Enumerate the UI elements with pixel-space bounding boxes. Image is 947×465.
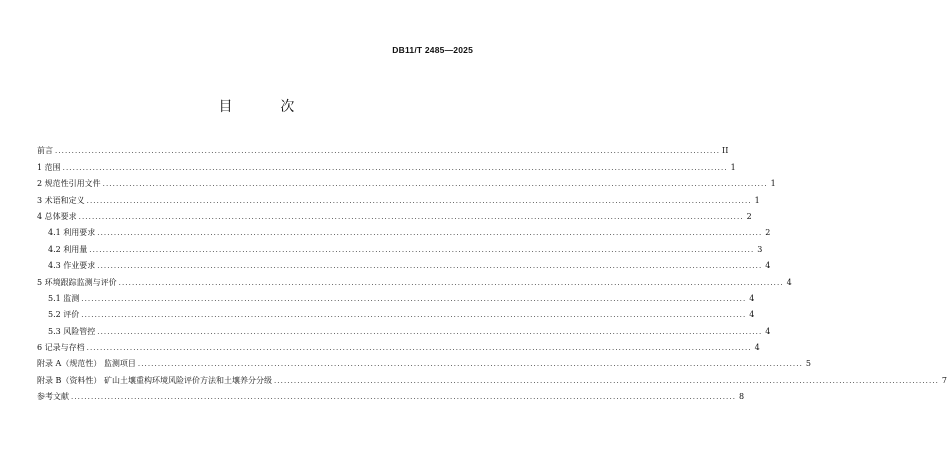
toc-entry-title: 5.1 监测: [48, 293, 80, 303]
dot-leader: ........................................................................................................................................................................................................: [81, 311, 747, 320]
dot-leader: ........................................................................................................................................................................................................: [86, 344, 752, 353]
dot-leader: ........................................................................................................................................................................................................: [97, 327, 763, 336]
toc-entry[interactable]: [37, 271, 792, 287]
toc-entry-page-number: 2: [746, 211, 752, 221]
toc-entry[interactable]: [37, 337, 760, 353]
dot-leader: ........................................................................................................................................................................................................: [97, 262, 763, 271]
dot-leader: ........................................................................................................................................................................................................: [71, 393, 737, 402]
toc-entry-page-number: 4: [765, 261, 771, 271]
toc-entry[interactable]: [37, 222, 771, 238]
dot-leader: ........................................................................................................................................................................................................: [89, 245, 755, 254]
toc-entry-page-number: 4: [786, 277, 792, 287]
toc-entry-title: 6 记录与存档: [37, 343, 85, 353]
toc-entry[interactable]: [37, 238, 763, 254]
toc-entry-title: 参考文献: [37, 392, 69, 402]
toc-entry-page-number: 1: [754, 195, 760, 205]
toc-entry-title: 2 规范性引用文件: [37, 179, 101, 189]
toc-entry-title: 4.3 作业要求: [48, 261, 96, 271]
toc-entry-page-number: 1: [730, 162, 736, 172]
dot-leader: ........................................................................................................................................................................................................: [97, 229, 763, 238]
toc-entry[interactable]: [37, 369, 947, 385]
toc-entry[interactable]: [37, 353, 811, 369]
toc-entry[interactable]: [37, 189, 760, 205]
toc-entry-title: 1 范围: [37, 162, 61, 172]
toc-entry-page-number: 1: [770, 179, 776, 189]
toc-entry-page-number: II: [722, 146, 729, 156]
dot-leader: ........................................................................................................................................................................................................: [86, 196, 752, 205]
toc-entry-page-number: 7: [941, 375, 947, 385]
toc-entry[interactable]: [37, 156, 736, 172]
dot-leader: ........................................................................................................................................................................................................: [102, 180, 768, 189]
toc-entry-page-number: 5: [805, 359, 811, 369]
toc-title: 目 次: [218, 98, 317, 114]
toc-entry[interactable]: [37, 304, 755, 320]
toc-entry-title: 4.1 利用要求: [48, 228, 96, 238]
toc-entry-title: 3 术语和定义: [37, 195, 85, 205]
dot-leader: ........................................................................................................................................................................................................: [78, 212, 744, 221]
toc-entry[interactable]: [37, 173, 776, 189]
toc-entry-page-number: 4: [754, 343, 760, 353]
toc-entry-title: 前言: [37, 146, 53, 156]
toc-entry-title: 5.3 风险管控: [48, 326, 96, 336]
dot-leader: ........................................................................................................................................................................................................: [62, 163, 728, 172]
toc-entry-title: 5.2 评价: [48, 310, 80, 320]
toc-entry-page-number: 2: [765, 228, 771, 238]
toc-entry-page-number: 4: [749, 310, 755, 320]
dot-leader: ........................................................................................................................................................................................................: [118, 278, 784, 287]
toc-entry[interactable]: [37, 386, 745, 402]
toc-entry[interactable]: [37, 255, 771, 271]
toc-entry[interactable]: [37, 288, 755, 304]
document-code: DB11/T 2485—2025: [392, 45, 473, 55]
toc-entry-title: 附录 A（规范性） 监测项目: [37, 359, 136, 369]
toc-entry-page-number: 4: [765, 326, 771, 336]
toc-entry[interactable]: [37, 320, 771, 336]
toc-entry-title: 5 环境跟踪监测与评价: [37, 277, 117, 287]
toc-entry-title: 4.2 利用量: [48, 244, 88, 254]
dot-leader: ........................................................................................................................................................................................................: [55, 147, 721, 156]
toc-entry-page-number: 3: [757, 244, 763, 254]
toc-entry-page-number: 4: [749, 293, 755, 303]
toc-entry-title: 4 总体要求: [37, 211, 77, 221]
table-of-contents: [37, 140, 947, 402]
toc-entry-title: 附录 B（资料性） 矿山土壤重构环境风险评价方法和土壤养分分级: [37, 375, 272, 385]
toc-entry[interactable]: [37, 206, 752, 222]
toc-entry[interactable]: [37, 140, 729, 156]
dot-leader: ........................................................................................................................................................................................................: [137, 360, 803, 369]
dot-leader: ........................................................................................................................................................................................................: [81, 294, 747, 303]
toc-entry-page-number: 8: [738, 392, 745, 402]
dot-leader: ........................................................................................................................................................................................................: [273, 376, 939, 385]
